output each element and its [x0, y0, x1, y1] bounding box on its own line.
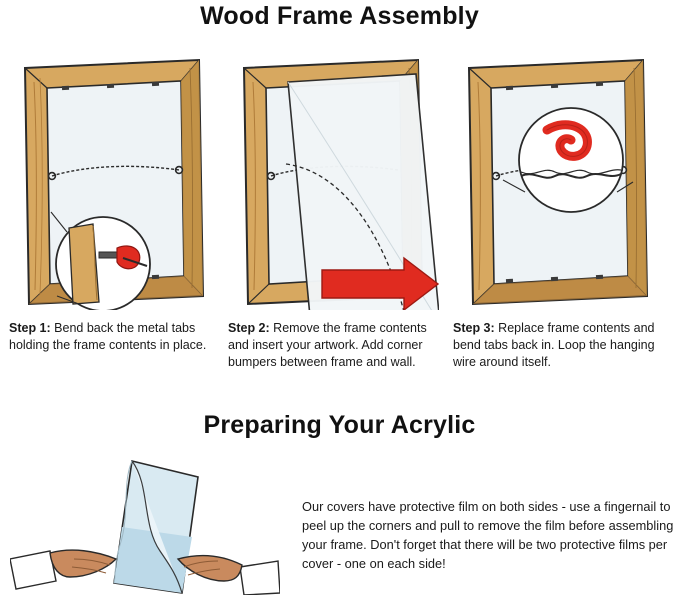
acrylic-peel-svg [10, 455, 280, 595]
step-1-label: Step 1: [9, 321, 51, 335]
acrylic-instructions-text: Our covers have protective film on both sides - use a fingernail to peel up the corners and pull to remove the film before assembling your frame. Don't forget that there will be two protective films per cover - one on each side! [302, 499, 674, 571]
acrylic-row [0, 455, 679, 595]
frame-step-2-svg [226, 52, 439, 310]
step-3-label: Step 3: [453, 321, 495, 335]
frame-step-2-illustration [226, 52, 439, 310]
frame-step-1-illustration [7, 52, 220, 310]
frame-step-3-svg [451, 52, 664, 310]
frame-step-1-svg [7, 52, 220, 310]
step-1-text: Bend back the metal tabs holding the frame contents in place. [9, 321, 207, 352]
wood-frame-section-title: Wood Frame Assembly [200, 2, 479, 30]
step-3-caption [453, 320, 662, 371]
step-3-text: Replace frame contents and bend tabs back in. Loop the hanging wire around itself. [453, 321, 655, 369]
step-2-label: Step 2: [228, 321, 270, 335]
step-1-caption [9, 320, 218, 354]
step-1 [7, 52, 220, 382]
acrylic-section-title: Preparing Your Acrylic [203, 411, 476, 439]
step-2-caption [228, 320, 437, 371]
frame-step-3-illustration [451, 52, 664, 310]
step-3 [451, 52, 664, 382]
step-2-text: Remove the frame contents and insert your artwork. Add corner bumpers between frame and wall. [228, 321, 427, 369]
step-2 [226, 52, 439, 382]
acrylic-peel-illustration [10, 455, 280, 595]
steps-row [0, 52, 679, 382]
